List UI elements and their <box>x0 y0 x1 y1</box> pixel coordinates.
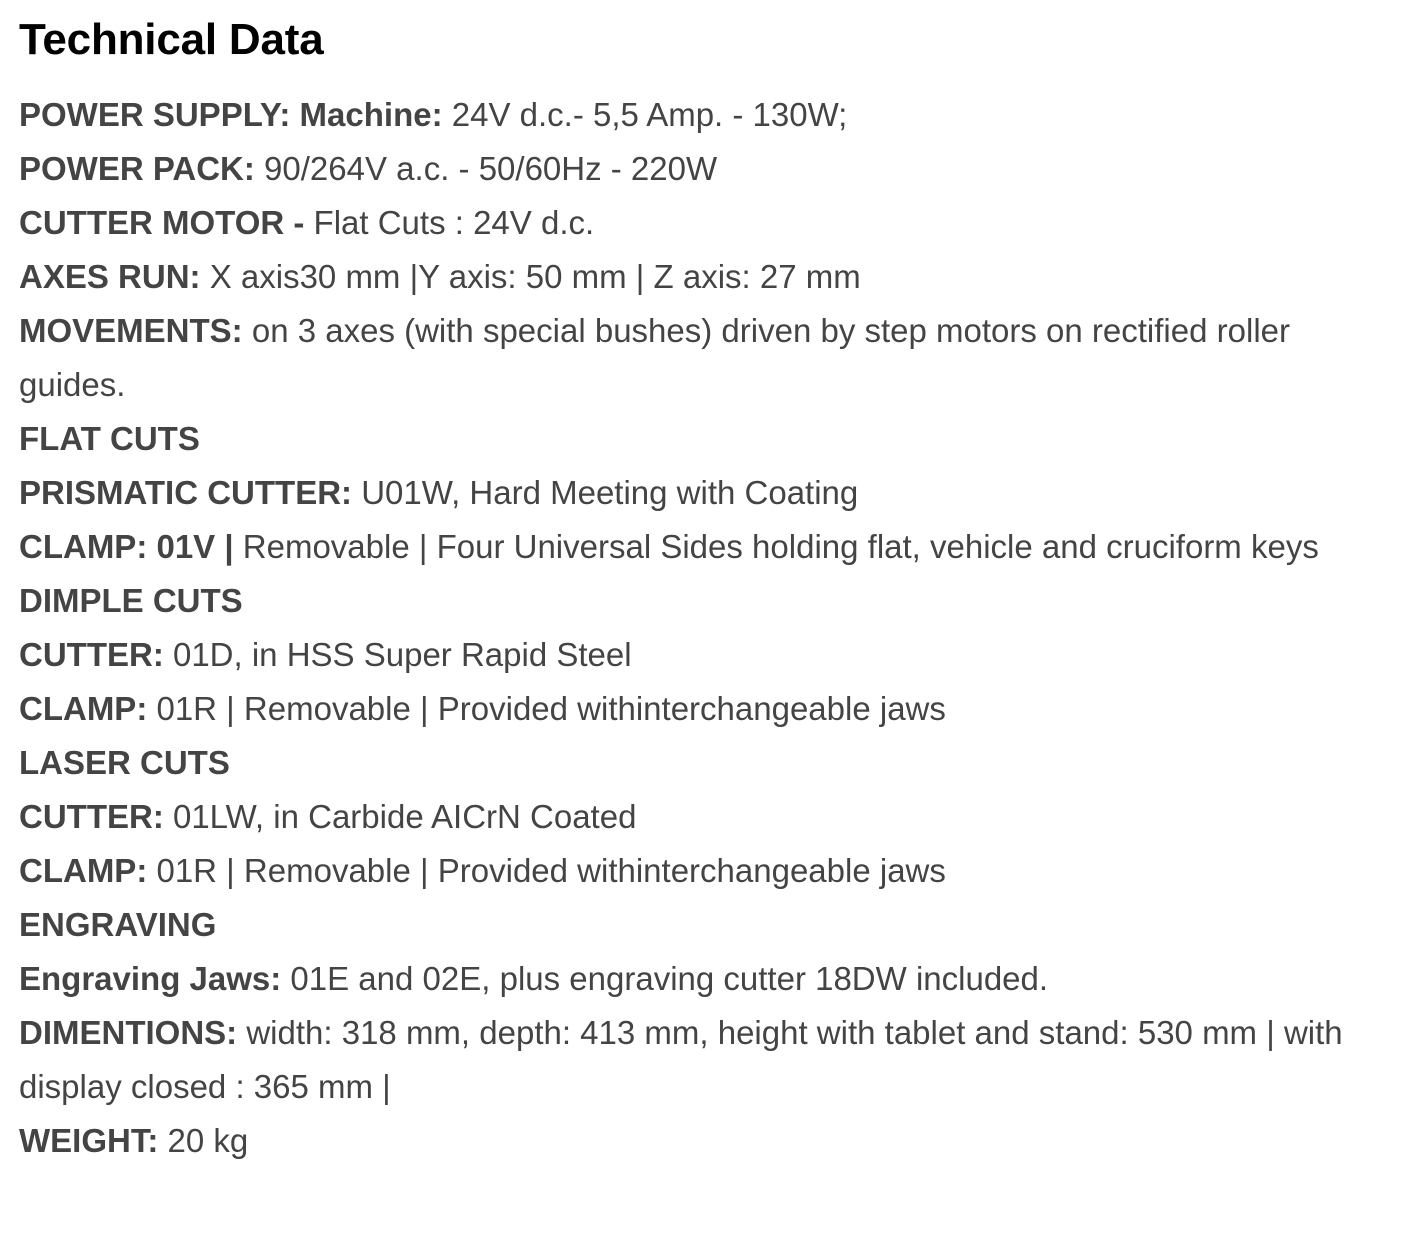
spec-clamp-flat <box>19 520 1389 574</box>
spec-list <box>19 88 1389 1168</box>
spec-label: CUTTER: <box>19 798 164 835</box>
spec-cutter-dimple <box>19 628 1389 682</box>
spec-label: POWER SUPPLY: Machine: <box>19 96 443 133</box>
spec-value: X axis30 mm |Y axis: 50 mm | Z axis: 27 mm <box>200 258 861 295</box>
section-heading-engraving <box>19 898 1389 952</box>
spec-axes-run <box>19 250 1389 304</box>
spec-label: PRISMATIC CUTTER: <box>19 474 353 511</box>
section-heading-flat-cuts <box>19 412 1389 466</box>
spec-engraving-jaws <box>19 952 1389 1006</box>
spec-label: DIMENTIONS: <box>19 1014 238 1051</box>
spec-label: POWER PACK: <box>19 150 255 187</box>
spec-cutter-motor <box>19 196 1389 250</box>
spec-value: 01D, in HSS Super Rapid Steel <box>163 636 632 673</box>
page-title: Technical Data <box>19 15 324 64</box>
spec-label: WEIGHT: <box>19 1122 159 1159</box>
spec-label: DIMPLE CUTS <box>19 582 243 619</box>
spec-weight <box>19 1114 1389 1168</box>
spec-value: 01LW, in Carbide AICrN Coated <box>163 798 637 835</box>
spec-value: 01R | Removable | Provided withinterchangeable jaws <box>147 690 946 727</box>
spec-prismatic-cutter <box>19 466 1389 520</box>
spec-value: on 3 axes (with special bushes) driven by step motors on rectified roller guides. <box>19 312 1290 403</box>
spec-label: ENGRAVING <box>19 906 217 943</box>
spec-movements <box>19 304 1389 412</box>
spec-value: Flat Cuts : 24V d.c. <box>304 204 595 241</box>
spec-clamp-dimple <box>19 682 1389 736</box>
section-heading-dimple-cuts <box>19 574 1389 628</box>
spec-label: CLAMP: <box>19 852 148 889</box>
spec-label: CLAMP: <box>19 690 148 727</box>
spec-label: LASER CUTS <box>19 744 230 781</box>
spec-label: CUTTER MOTOR - <box>19 204 305 241</box>
spec-label: MOVEMENTS: <box>19 312 243 349</box>
spec-label: AXES RUN: <box>19 258 201 295</box>
spec-value: Removable | Four Universal Sides holding flat, vehicle and cruciform keys <box>233 528 1319 565</box>
spec-label: CLAMP: 01V | <box>19 528 234 565</box>
spec-power-supply <box>19 88 1389 142</box>
spec-label: Engraving Jaws: <box>19 960 282 997</box>
spec-value: 01R | Removable | Provided withinterchangeable jaws <box>147 852 946 889</box>
spec-cutter-laser <box>19 790 1389 844</box>
spec-label: FLAT CUTS <box>19 420 200 457</box>
spec-value: 01E and 02E, plus engraving cutter 18DW included. <box>281 960 1049 997</box>
spec-value: width: 318 mm, depth: 413 mm, height with tablet and stand: 530 mm | with display closed : 365 mm | <box>19 1014 1343 1105</box>
spec-value: 24V d.c.- 5,5 Amp. - 130W; <box>442 96 848 133</box>
spec-label: CUTTER: <box>19 636 164 673</box>
section-heading-laser-cuts <box>19 736 1389 790</box>
spec-value: 90/264V a.c. - 50/60Hz - 220W <box>254 150 718 187</box>
spec-dimensions <box>19 1006 1389 1114</box>
spec-value: 20 kg <box>158 1122 249 1159</box>
spec-value: U01W, Hard Meeting with Coating <box>352 474 859 511</box>
spec-power-pack <box>19 142 1389 196</box>
spec-clamp-laser <box>19 844 1389 898</box>
